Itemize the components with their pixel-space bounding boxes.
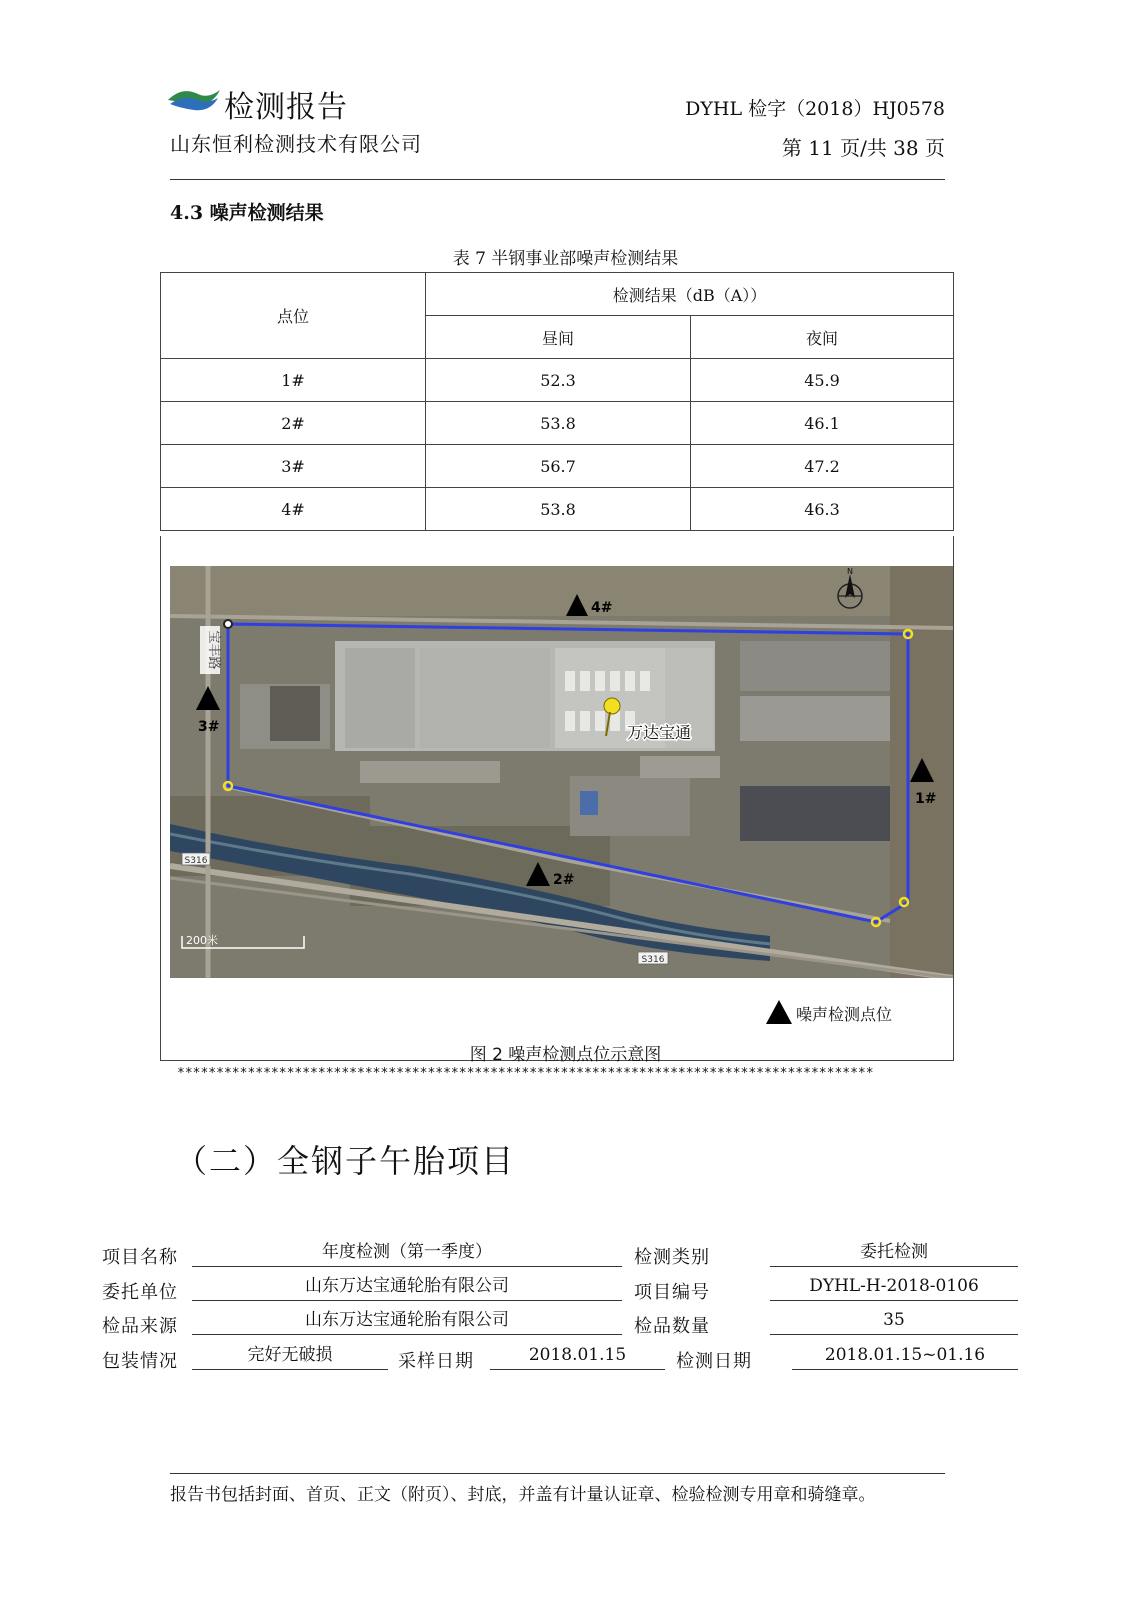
svg-text:S316: S316 — [641, 955, 665, 965]
project-no-label: 项目编号 — [634, 1282, 710, 1303]
highway-badge — [182, 853, 210, 866]
svg-text:N: N — [847, 567, 853, 576]
sample-date-label: 采样日期 — [398, 1351, 474, 1372]
quantity-label: 检品数量 — [634, 1316, 710, 1337]
cell-night: 46.3 — [691, 488, 954, 531]
triangle-icon — [766, 1000, 792, 1024]
source-value: 山东万达宝通轮胎有限公司 — [192, 1308, 622, 1335]
cell-point: 3# — [161, 445, 426, 488]
page-number: 第 11 页/共 38 页 — [781, 136, 945, 160]
footer-divider — [170, 1473, 945, 1474]
packing-label: 包装情况 — [102, 1351, 178, 1372]
header-result: 检测结果（dB（A）） — [426, 273, 954, 316]
place-label: 万达宝通 — [627, 723, 692, 742]
test-date-label: 检测日期 — [676, 1351, 752, 1372]
svg-text:3#: 3# — [198, 719, 220, 735]
cell-day: 53.8 — [426, 402, 691, 445]
header-day: 昼间 — [426, 316, 691, 359]
svg-text:1#: 1# — [915, 791, 937, 807]
section-title: 4.3 噪声检测结果 — [170, 202, 324, 224]
cell-night: 46.1 — [691, 402, 954, 445]
header-divider — [170, 179, 945, 180]
type-value: 委托检测 — [770, 1240, 1018, 1267]
logo-title: 检测报告 — [224, 90, 348, 125]
road-label — [200, 626, 222, 674]
table-caption: 表 7 半钢事业部噪声检测结果 — [452, 249, 679, 269]
table-row — [161, 488, 954, 531]
table-row — [161, 359, 954, 402]
logo-icon — [168, 84, 220, 118]
cell-point: 2# — [161, 402, 426, 445]
legend-label: 噪声检测点位 — [796, 1005, 893, 1024]
company-name: 山东恒利检测技术有限公司 — [170, 132, 422, 156]
part-title: （二）全钢子午胎项目 — [175, 1142, 516, 1180]
svg-text:2#: 2# — [553, 872, 575, 888]
cell-day: 53.8 — [426, 488, 691, 531]
project-name-label: 项目名称 — [102, 1247, 178, 1268]
sample-date-value: 2018.01.15 — [490, 1343, 665, 1370]
client-value: 山东万达宝通轮胎有限公司 — [192, 1274, 622, 1301]
cell-point: 1# — [161, 359, 426, 402]
quantity-value: 35 — [770, 1308, 1018, 1335]
project-no-value: DYHL-H-2018-0106 — [770, 1274, 1018, 1301]
report-number: DYHL 检字（2018）HJ0578 — [685, 98, 945, 120]
cell-day: 52.3 — [426, 359, 691, 402]
svg-text:宝丰路: 宝丰路 — [206, 630, 221, 670]
cell-night: 45.9 — [691, 359, 954, 402]
logo — [168, 84, 220, 118]
separator: ***************************************************************************************** — [177, 1066, 874, 1081]
svg-text:S316: S316 — [184, 856, 208, 866]
noise-table — [160, 272, 954, 531]
map-svg — [170, 566, 953, 978]
svg-text:200米: 200米 — [186, 934, 218, 947]
table-row — [161, 402, 954, 445]
source-label: 检品来源 — [102, 1316, 178, 1337]
header-night: 夜间 — [691, 316, 954, 359]
satellite-map — [170, 566, 953, 978]
header-point: 点位 — [161, 273, 426, 359]
cell-night: 47.2 — [691, 445, 954, 488]
project-name-value: 年度检测（第一季度） — [192, 1240, 622, 1267]
cell-day: 56.7 — [426, 445, 691, 488]
figure-caption: 图 2 噪声检测点位示意图 — [469, 1045, 662, 1065]
test-date-value: 2018.01.15~01.16 — [792, 1343, 1018, 1370]
table-row — [161, 445, 954, 488]
map-legend — [766, 1000, 892, 1025]
packing-value: 完好无破损 — [192, 1343, 388, 1370]
type-label: 检测类别 — [634, 1247, 710, 1268]
cell-point: 4# — [161, 488, 426, 531]
svg-text:4#: 4# — [591, 600, 613, 616]
client-label: 委托单位 — [102, 1282, 178, 1303]
highway-badge — [638, 952, 668, 965]
footer-note: 报告书包括封面、首页、正文（附页）、封底，并盖有计量认证章、检验检测专用章和骑缝章。 — [170, 1485, 876, 1505]
